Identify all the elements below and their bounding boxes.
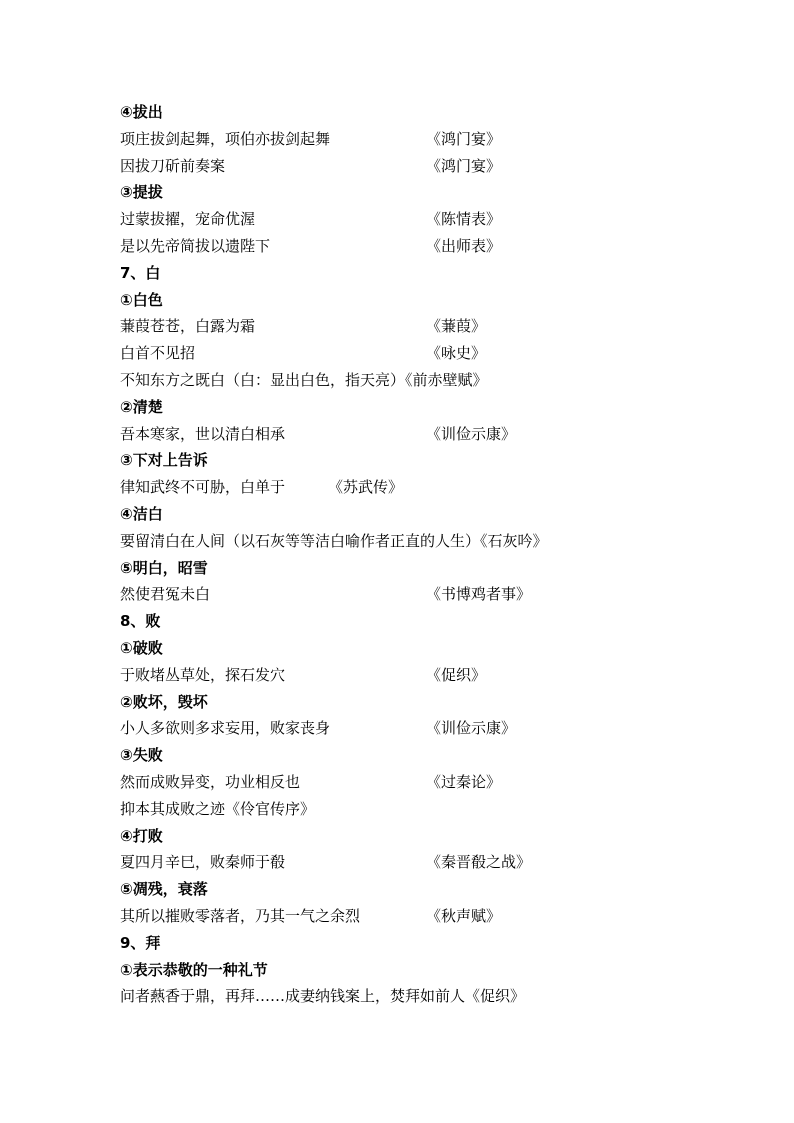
source-title: 《促织》 [426,665,487,684]
source-title: 《鸿门宴》 [426,156,502,175]
example-line [120,153,740,180]
source-title: 《苏武传》 [328,478,404,497]
source-title: 《过秦论》 [426,772,502,791]
quote-text: 夏四月辛巳，败秦师于殽 [120,853,286,872]
quote-text: 是以先帝简拔以遗陛下 [120,236,271,255]
example-line [120,233,740,260]
quote-text: 律知武终不可胁，白单于 [120,478,286,497]
example-line [120,849,740,876]
section-heading: ④拔出 [120,103,163,121]
source-title: 《蒹葭》 [426,317,487,336]
document-body [120,99,740,1010]
example-line [120,206,740,233]
example-line [120,662,740,689]
example-line: 问者爇香于鼎，再拜……成妻纳钱案上，焚拜如前人《促织》 [120,987,526,1006]
quote-text: 然使君冤未白 [120,585,211,604]
quote-text: 于败堵丛草处，探石发穴 [120,665,286,684]
example-line [120,126,740,153]
quote-text: 吾本寒家，世以清白相承 [120,424,286,443]
section-heading: ④洁白 [120,504,163,523]
example-line: 要留清白在人间（以石灰等等洁白喻作者正直的人生）《石灰吟》 [120,531,548,550]
quote-text: 项庄拔剑起舞，项伯亦拔剑起舞 [120,129,331,148]
source-title: 《秋声赋》 [426,906,502,925]
source-title: 《咏史》 [426,344,487,363]
section-heading: ②败坏，毁坏 [120,692,208,711]
quote-text: 因拔刀斫前奏案 [120,156,226,175]
example-line [120,903,740,930]
source-title: 《陈情表》 [426,210,502,229]
quote-text: 过蒙拔擢，宠命优渥 [120,210,256,229]
quote-text: 小人多欲则多求妄用，败家丧身 [120,719,331,738]
quote-text: 然而成败异变，功业相反也 [120,772,301,791]
example-line [120,313,740,340]
section-heading: 9、拜 [120,933,161,952]
section-heading: ⑤明白，昭雪 [120,558,208,577]
example-line: 不知东方之既白（白：显出白色，指天亮）《前赤壁赋》 [120,370,488,389]
quote-text: 蒹葭苍苍，白露为霜 [120,317,256,336]
section-heading: ③失败 [120,746,163,765]
section-heading: ①破败 [120,638,163,657]
quote-text: 白首不见招 [120,344,196,363]
section-heading: ①表示恭敬的一种礼节 [120,960,268,979]
source-title: 《训俭示康》 [426,424,517,443]
source-title: 《训俭示康》 [426,719,517,738]
example-line [120,340,740,367]
example-line [120,715,740,742]
section-heading: ③下对上告诉 [120,451,208,470]
source-title: 《秦晋殽之战》 [426,853,532,872]
section-heading: ②清楚 [120,397,163,416]
source-title: 《书博鸡者事》 [426,585,532,604]
section-heading: ⑤凋残，衰落 [120,880,208,899]
section-heading: 8、败 [120,612,161,631]
source-title: 《出师表》 [426,236,502,255]
example-line [120,474,740,501]
example-line [120,769,740,796]
source-title: 《鸿门宴》 [426,129,502,148]
example-line [120,421,740,448]
quote-text: 其所以摧败零落者，乃其一气之余烈 [120,906,361,925]
example-line [120,581,740,608]
section-heading: ③提拔 [120,183,163,202]
section-heading: 7、白 [120,263,161,282]
example-line: 抑本其成败之迹《伶官传序》 [120,799,316,818]
section-heading: ④打败 [120,826,163,845]
section-heading: ①白色 [120,290,163,309]
